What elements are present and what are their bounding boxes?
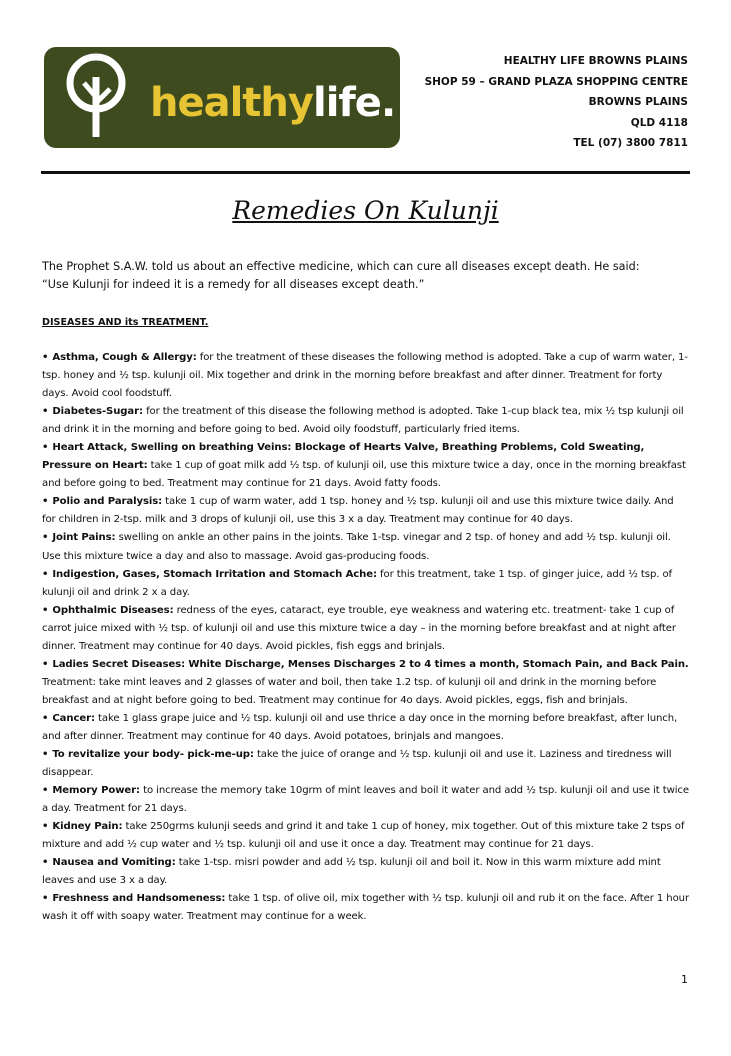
remedy-title: Diabetes-Sugar:: [52, 406, 143, 418]
remedy-item-ophthalmic: [42, 602, 690, 656]
remedy-title: Kidney Pain:: [52, 821, 123, 833]
remedy-text: take 1-tsp. misri powder and add ½ tsp. kulunji oil and boil it. Now in this warm mixture add mint leaves and use 3 x a day.: [42, 857, 661, 887]
healthylife-logo: [44, 47, 400, 148]
remedy-text: take 250grms kulunji seeds and grind it and take 1 cup of honey, mix together. Out of this mixture take 2 tsps of mixture and add ½ cup water and ½ tsp. kulunji oil and use it once a day. Treatment may continue for 21 days.: [42, 821, 685, 851]
remedy-title: Polio and Paralysis:: [52, 496, 163, 508]
remedy-text: take the juice of orange and ½ tsp. kulunji oil and use it. Laziness and tiredness will disappear.: [42, 749, 672, 779]
bullet-icon: •: [42, 532, 49, 544]
remedy-item-memory: [42, 782, 690, 818]
address-store-name: HEALTHY LIFE BROWNS PLAINS: [503, 55, 688, 67]
bullet-icon: •: [42, 442, 49, 454]
remedy-item-polio: [42, 493, 690, 529]
remedy-item-revitalize: [42, 746, 690, 782]
intro-line-2: “Use Kulunji for indeed it is a remedy for all diseases except death.”: [42, 278, 425, 291]
page-title: Remedies On Kulunji: [232, 196, 499, 225]
remedy-item-freshness: [42, 890, 690, 926]
remedy-text: for the treatment of these diseases the following method is adopted. Take a cup of warm water, 1-tsp. honey and ½ tsp. kulunji oil. Mix together and drink in the morning before breakfast and after dinner. Treatment for forty days. Avoid cool foodstuff.: [42, 352, 688, 400]
remedy-item-asthma: [42, 349, 690, 403]
remedy-item-heart-attack: [42, 439, 690, 493]
logo-word-life: life.: [312, 80, 396, 126]
remedy-text: Treatment: take mint leaves and 2 glasses of water and boil, then take 1.2 tsp. of kulunji oil and drink in the morning before breakfast and at night before going to bed. Treatment may continue for 4o days. Avoid pickles, eggs, fish and brinjals.: [42, 676, 657, 706]
bullet-icon: •: [42, 496, 49, 508]
bullet-icon: •: [42, 604, 49, 616]
remedy-text: take 1 tsp. of olive oil, mix together with ½ tsp. kulunji oil and rub it on the face. After 1 hour wash it off with soapy water. Treatment may continue for a week.: [42, 893, 690, 923]
remedy-item-nausea: [42, 854, 690, 890]
remedy-item-cancer: [42, 710, 690, 746]
remedy-title: Cancer:: [52, 712, 95, 724]
remedies-list: [42, 349, 690, 927]
remedy-item-indigestion: [42, 566, 690, 602]
intro-paragraph: [42, 258, 694, 294]
address-suburb: BROWNS PLAINS: [588, 96, 688, 108]
remedy-text: take 1 glass grape juice and ½ tsp. kulunji oil and use thrice a day once in the morning before breakfast, after lunch, and after dinner. Treatment may continue for 40 days. Avoid potatoes, brinjals and mangoes.: [42, 712, 678, 742]
bullet-icon: •: [42, 658, 49, 670]
bullet-icon: •: [42, 568, 49, 580]
page-number: 1: [681, 973, 688, 986]
remedy-text: take 1 cup of warm water, add 1 tsp. honey and ½ tsp. kulunji oil and use this mixture twice daily. And for children in 2-tsp. milk and 3 drops of kulunji oil, use this 3 x a day. Treatment may continue for 40 days.: [42, 496, 674, 526]
remedy-item-joint-pains: [42, 529, 690, 565]
intro-line-1: The Prophet S.A.W. told us about an effective medicine, which can cure all diseases except death. He said:: [42, 260, 640, 273]
logo-word-healthy: healthy: [150, 80, 313, 126]
section-heading: DISEASES AND its TREATMENT.: [42, 317, 209, 328]
remedy-title: Joint Pains:: [52, 532, 116, 544]
remedy-text: take 1 cup of goat milk add ½ tsp. of kulunji oil, use this mixture twice a day, once in the morning breakfast and before going to bed. Treatment may continue for 21 days. Avoid fatty foods.: [42, 460, 686, 490]
bullet-icon: •: [42, 821, 49, 833]
remedy-text: redness of the eyes, cataract, eye trouble, eye weakness and watering etc. treatment- take 1 cup of carrot juice mixed with ½ tsp. of kulunji oil and use this mixture twice a day – in the morning before breakfast and at night after dinner. Treatment may continue for 40 days. Avoid pickles, fish eggs and brinjals.: [42, 604, 676, 652]
bullet-icon: •: [42, 785, 49, 797]
remedy-title: Asthma, Cough & Allergy:: [52, 352, 197, 363]
bullet-icon: •: [42, 352, 49, 363]
bullet-icon: •: [42, 712, 49, 724]
remedy-item-diabetes: [42, 403, 690, 439]
bullet-icon: •: [42, 893, 49, 905]
bullet-icon: •: [42, 406, 49, 418]
remedy-title: Ladies Secret Diseases: White Discharge, Menses Discharges 2 to 4 times a month, Stomach Pain, and Back Pain.: [52, 658, 689, 670]
address-shop: SHOP 59 – GRAND PLAZA SHOPPING CENTRE: [424, 75, 688, 88]
bullet-icon: •: [42, 857, 49, 869]
address-state-postcode: QLD 4118: [630, 116, 688, 129]
remedy-title: Indigestion, Gases, Stomach Irritation and Stomach Ache:: [52, 568, 377, 580]
remedy-title: Memory Power:: [52, 785, 140, 797]
remedy-text: to increase the memory take 10grm of mint leaves and boil it water and add ½ tsp. kulunji oil and use it twice a day. Treatment for 21 days.: [42, 785, 689, 815]
remedy-title: Ophthalmic Diseases:: [52, 604, 174, 616]
header-divider: [41, 171, 690, 174]
remedy-item-ladies: [42, 656, 690, 710]
remedy-title: To revitalize your body- pick-me-up:: [52, 749, 254, 761]
remedy-text: for the treatment of this disease the following method is adopted. Take 1-cup black tea, mix ½ tsp kulunji oil and drink it in the morning and before going to bed. Avoid oily foodstuff, particularly fried items.: [42, 406, 684, 436]
logo-wordmark: [150, 80, 396, 126]
bullet-icon: •: [42, 749, 49, 761]
remedy-text: swelling on ankle an other pains in the joints. Take 1-tsp. vinegar and 2 tsp. of honey and add ½ tsp. kulunji oil. Use this mixture twice a day and also to massage. Avoid gas-producing foods.: [42, 532, 671, 562]
remedy-title: Freshness and Handsomeness:: [52, 893, 226, 905]
remedy-text: for this treatment, take 1 tsp. of ginger juice, add ½ tsp. of kulunji oil and drink 2 x a day.: [42, 568, 673, 598]
remedy-item-kidney: [42, 818, 690, 854]
remedy-title: Nausea and Vomiting:: [52, 857, 176, 869]
address-phone: TEL (07) 3800 7811: [573, 137, 688, 149]
remedy-title: Heart Attack, Swelling on breathing Veins: Blockage of Hearts Valve, Breathing Problems, Cold Sweating, Pressure on Heart:: [42, 442, 645, 472]
store-address: [425, 51, 688, 154]
